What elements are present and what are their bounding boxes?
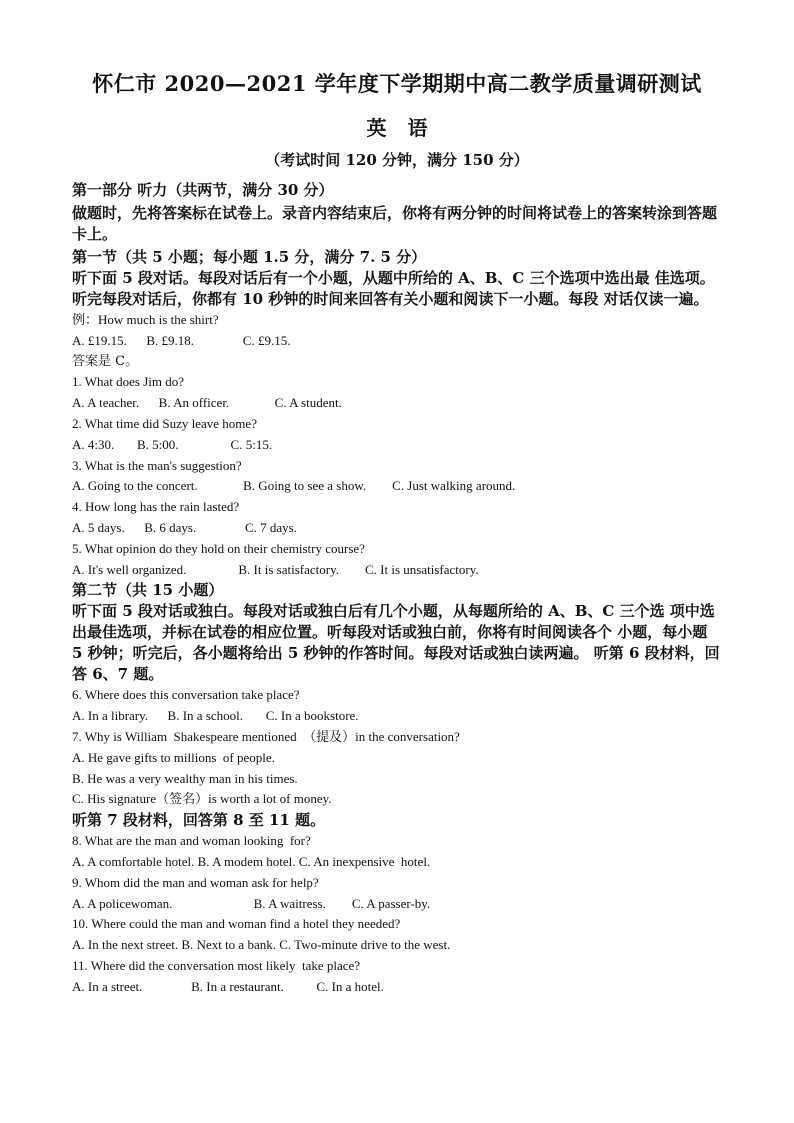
question-3: 3. What is the man's suggestion? bbox=[72, 457, 242, 473]
exam-time-note: （考试时间 120 分钟，满分 150 分） bbox=[265, 151, 529, 169]
options-5: A. It's well organized. B. It is satisfactory. C. It is unsatisfactory. bbox=[72, 561, 479, 577]
section1-instruction: 听下面 5 段对话。每段对话后有一个小题，从题中所给的 A、B、C 三个选项中选出最 佳选项。听完每段对话后，你都有 10 秒钟的时间来回答有关小题和阅读下一小题。每段 对话仅读一遍。 bbox=[72, 269, 715, 308]
option-7c: C. His signature（签名）is worth a lot of money. bbox=[72, 791, 332, 807]
question-1: 1. What does Jim do? bbox=[72, 374, 185, 390]
question-8: 8. What are the man and woman looking for? bbox=[72, 833, 311, 849]
question-11: 11. Where did the conversation most likely take place? bbox=[72, 957, 361, 973]
options-3: A. Going to the concert. B. Going to see a show. C. Just walking around. bbox=[72, 478, 516, 494]
option-7a: A. He gave gifts to millions of people. bbox=[72, 749, 275, 765]
section2-instruction: 听下面 5 段对话或独白。每段对话或独白后有几个小题，从每题所给的 A、B、C 三个选 项中选出最佳选项，并标在试卷的相应位置。听每段对话或独白前，你将有时间阅读各个 小题，每小题 5 秒钟；听完后，各小题将给出 5 秒钟的作答时间。每段对话或独白读两遍。 听第 6 段材料，回答 6、7 题。 bbox=[72, 602, 720, 684]
material-7-heading: 听第 7 段材料，回答第 8 至 11 题。 bbox=[72, 811, 326, 830]
options-2: A. 4:30. B. 5:00. C. 5:15. bbox=[72, 436, 273, 452]
part1-instruction: 做题时，先将答案标在试卷上。录音内容结束后，你将有两分钟的时间将试卷上的答案转涂到答题卡上。 bbox=[72, 204, 718, 243]
question-7: 7. Why is William Shakespeare mentioned （提及）in the conversation? bbox=[72, 728, 460, 744]
section1-heading: 第一节（共 5 小题；每小题 1.5 分，满分 7. 5 分） bbox=[72, 248, 427, 266]
options-8: A. A comfortable hotel. B. A modem hotel. C. An inexpensive hotel. bbox=[72, 853, 431, 869]
part1-heading: 第一部分 听力（共两节，满分 30 分） bbox=[72, 181, 334, 199]
options-10: A. In the next street. B. Next to a bank. C. Two-minute drive to the west. bbox=[72, 937, 451, 953]
options-11: A. In a street. B. In a restaurant. C. In a hotel. bbox=[72, 978, 384, 994]
example-question: 例：How much is the shirt? bbox=[72, 312, 219, 327]
section2-heading: 第二节（共 15 小题） bbox=[72, 581, 224, 600]
options-1: A. A teacher. B. An officer. C. A student. bbox=[72, 395, 342, 411]
question-10: 10. Where could the man and woman find a hotel they needed? bbox=[72, 916, 401, 932]
options-9: A. A policewoman. B. A waitress. C. A passer-by. bbox=[72, 895, 431, 911]
options-6: A. In a library. B. In a school. C. In a bookstore. bbox=[72, 708, 359, 724]
question-9: 9. Whom did the man and woman ask for help? bbox=[72, 874, 319, 890]
exam-content bbox=[72, 180, 722, 998]
question-4: 4. How long has the rain lasted? bbox=[72, 499, 240, 515]
option-7b: B. He was a very wealthy man in his times. bbox=[72, 770, 298, 786]
exam-title: 怀仁市 2020—2021 学年度下学期期中高二教学质量调研测试 bbox=[92, 71, 702, 96]
question-5: 5. What opinion do they hold on their chemistry course? bbox=[72, 540, 365, 556]
options-4: A. 5 days. B. 6 days. C. 7 days. bbox=[72, 519, 297, 535]
example-answer: 答案是 C。 bbox=[72, 353, 139, 369]
example-options: A. £19.15. B. £9.18. C. £9.15. bbox=[72, 332, 291, 348]
question-2: 2. What time did Suzy leave home? bbox=[72, 415, 257, 431]
question-6: 6. Where does this conversation take place? bbox=[72, 687, 300, 703]
subject-title: 英 语 bbox=[366, 116, 428, 140]
